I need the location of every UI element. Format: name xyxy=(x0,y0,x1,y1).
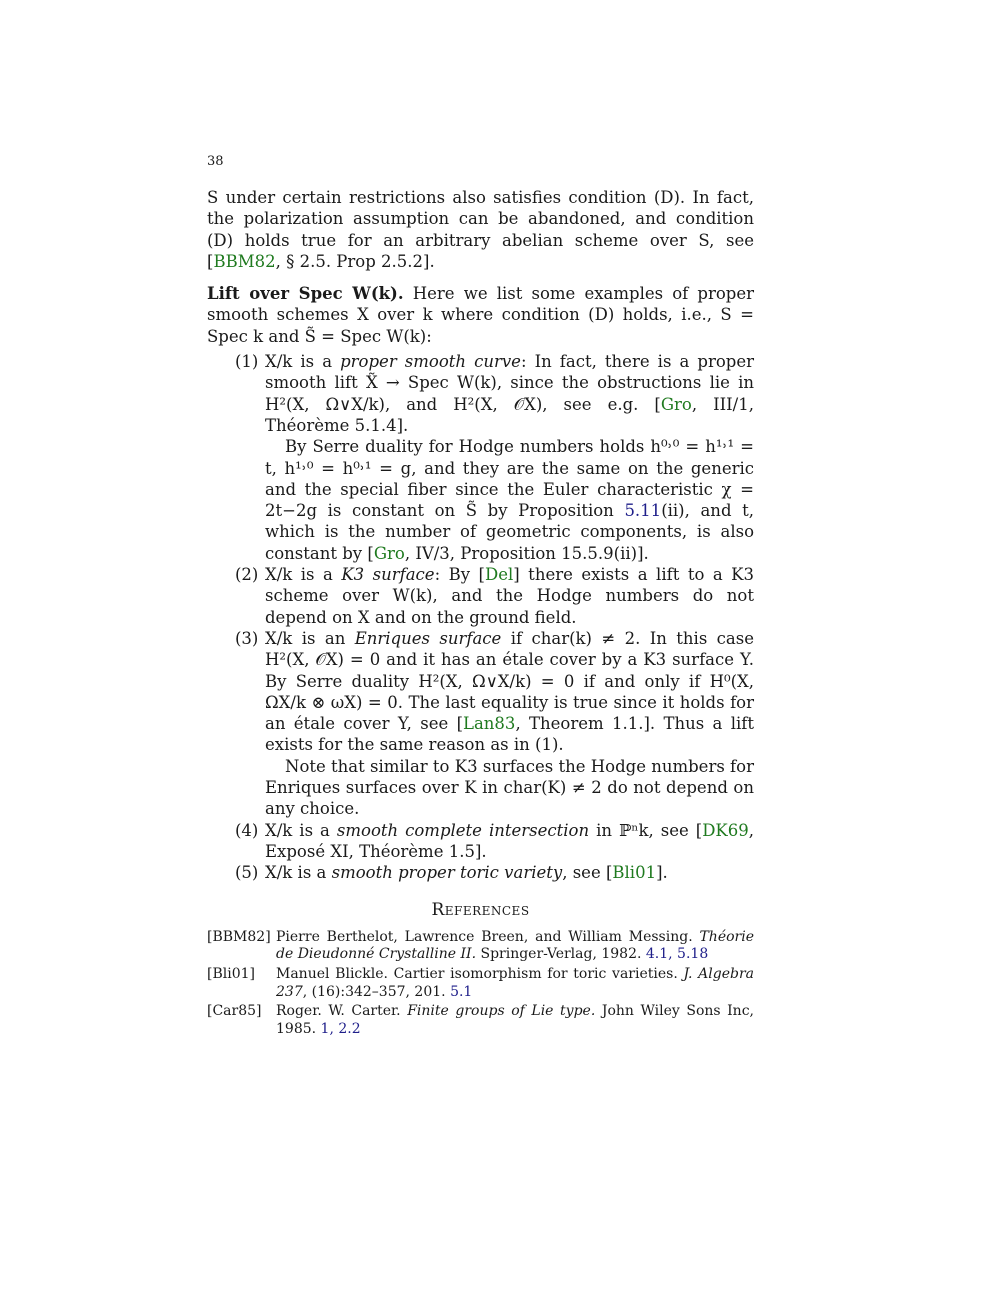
item-p2-c: , IV/3, Proposition 15.5.9(ii)]. xyxy=(404,543,649,563)
item-lead: X/k is a xyxy=(265,820,337,840)
intro-paragraph xyxy=(207,187,754,272)
item-text-b: ]. xyxy=(656,863,668,883)
list-item xyxy=(207,564,754,628)
list-item xyxy=(207,628,754,820)
reference-authors: Pierre Berthelot, Lawrence Breen, and William Messing. xyxy=(276,928,700,945)
item-p2-a: By Serre duality for Hodge numbers holds h⁰˒⁰ = h¹˒¹ = t, h¹˒⁰ = h⁰˒¹ = g, and they are the same on the generic and the special fiber since the Euler characteristic χ = 2t−2g is constant on S̃ by Proposition xyxy=(265,437,754,521)
page-body xyxy=(207,187,754,1040)
item-text-b: , Theorem 1.1.]. Thus a lift exists for the same reason as in (1). xyxy=(265,714,755,755)
backref-links[interactable]: 5.1 xyxy=(450,983,473,1000)
reference-title: Théorie de Dieudonné Crystalline II. xyxy=(276,928,754,963)
item-emph: smooth proper toric variety xyxy=(331,863,563,883)
reference-title: Finite groups of Lie type. xyxy=(407,1003,596,1020)
item-emph: K3 surface xyxy=(341,565,435,585)
reference-text xyxy=(276,929,754,964)
citation-link[interactable]: Lan83 xyxy=(463,714,516,734)
item-text xyxy=(265,351,754,564)
reference-text xyxy=(276,1003,754,1038)
item-emph: proper smooth curve xyxy=(340,352,521,372)
item-number: (5) xyxy=(235,863,259,883)
lift-paragraph xyxy=(207,283,754,347)
item-lead: X/k is a xyxy=(265,352,341,372)
reference-rest: Springer-Verlag, 1982. xyxy=(476,946,646,963)
backref-links[interactable]: 4.1, 5.18 xyxy=(645,946,709,963)
citation-link[interactable]: Gro xyxy=(660,394,692,414)
citation-link[interactable]: DK69 xyxy=(702,820,749,840)
reference-text xyxy=(276,966,754,1001)
item-number: (4) xyxy=(235,820,259,840)
item-text-b: , III/1, Théorème 5.1.4]. xyxy=(265,394,754,435)
item-text-a: in ℙⁿk, see [ xyxy=(589,820,703,840)
reference-key: [Bli01] xyxy=(207,965,255,982)
citation-link[interactable]: Bli01 xyxy=(612,863,657,883)
item-text xyxy=(265,820,754,863)
item-text xyxy=(265,628,754,820)
item-text-a: if char(k) ≠ 2. In this case H²(X, 𝒪X) = 0 and it has an étale cover by a K3 surface Y. By Serre duality H²(X, Ω∨X/k) = 0 if and only if H⁰(X, ΩX/k ⊗ ωX) = 0. The last equality is true since it holds for an étale cover Y, see [ xyxy=(265,628,754,734)
item-lead: X/k is a xyxy=(265,565,342,585)
item-emph: Enriques surface xyxy=(354,628,502,648)
backref-links[interactable]: 1, 2.2 xyxy=(320,1020,361,1037)
reference-entry xyxy=(207,1003,754,1038)
reference-key: [Car85] xyxy=(207,1003,262,1020)
proposition-link[interactable]: 5.11 xyxy=(624,501,662,521)
reference-rest: , (16):342–357, 201. xyxy=(302,983,451,1000)
page-number: 38 xyxy=(207,154,224,169)
item-text-b: , Exposé XI, Théorème 1.5]. xyxy=(265,820,755,861)
item-text-a: : In fact, there is a proper smooth lift X̃ → Spec W(k), since the obstructions lie in H²(X, Ω∨X/k), and H²(X, 𝒪X), see e.g. [ xyxy=(265,352,754,414)
reference-rest: John Wiley Sons Inc, 1985. xyxy=(276,1003,754,1037)
lift-text: Here we list some examples of proper smooth schemes X over k where condition (D) holds, i.e., S = Spec k and S̃ = Spec W(k): xyxy=(207,284,754,346)
reference-authors: Manuel Blickle. Cartier isomorphism for toric varieties. xyxy=(276,965,684,982)
item-number: (2) xyxy=(235,565,259,585)
item-p2-b: (ii), and t, which is the number of geometric components, is also constant by [ xyxy=(265,501,754,563)
item-number: (1) xyxy=(235,352,259,372)
reference-entry xyxy=(207,966,754,1001)
citation-link[interactable]: Del xyxy=(484,565,514,585)
item-p2: Note that similar to K3 surfaces the Hodge numbers for Enriques surfaces over K in char(K) ≠ 2 do not depend on any choice. xyxy=(265,756,754,819)
item-number: (3) xyxy=(235,628,259,648)
lift-heading-math: Spec W(k). xyxy=(289,284,404,304)
intro-text-1: S under certain restrictions also satisfies condition (D). In fact, the polarization assumption can be abandoned, and condition (D) holds true for an arbitrary abelian scheme over S, see [ xyxy=(207,188,754,271)
citation-link[interactable]: BBM82 xyxy=(213,251,276,271)
reference-key: [BBM82] xyxy=(207,928,271,945)
reference-authors: Roger. W. Carter. xyxy=(276,1003,408,1020)
references-heading: References xyxy=(431,899,530,920)
lift-heading: Lift over xyxy=(207,284,290,304)
item-text xyxy=(265,862,754,883)
list-item xyxy=(207,820,754,863)
item-emph: smooth complete intersection xyxy=(336,820,590,840)
item-lead: X/k is an xyxy=(265,628,355,648)
reference-entry xyxy=(207,929,754,964)
item-text-a: , see [ xyxy=(562,863,613,883)
intro-text-2: , § 2.5. Prop 2.5.2]. xyxy=(275,251,435,271)
list-item xyxy=(207,351,754,564)
list-item xyxy=(207,862,754,883)
item-text-b: ] there exists a lift to a K3 scheme over W(k), and the Hodge numbers do not depend on X and on the ground field. xyxy=(265,565,754,627)
item-text xyxy=(265,564,754,628)
citation-link[interactable]: Gro xyxy=(373,543,405,563)
references-list xyxy=(207,929,754,1039)
reference-title: J. Algebra 237 xyxy=(276,965,754,1000)
item-lead: X/k is a xyxy=(265,863,332,883)
item-text-a: : By [ xyxy=(434,565,485,585)
